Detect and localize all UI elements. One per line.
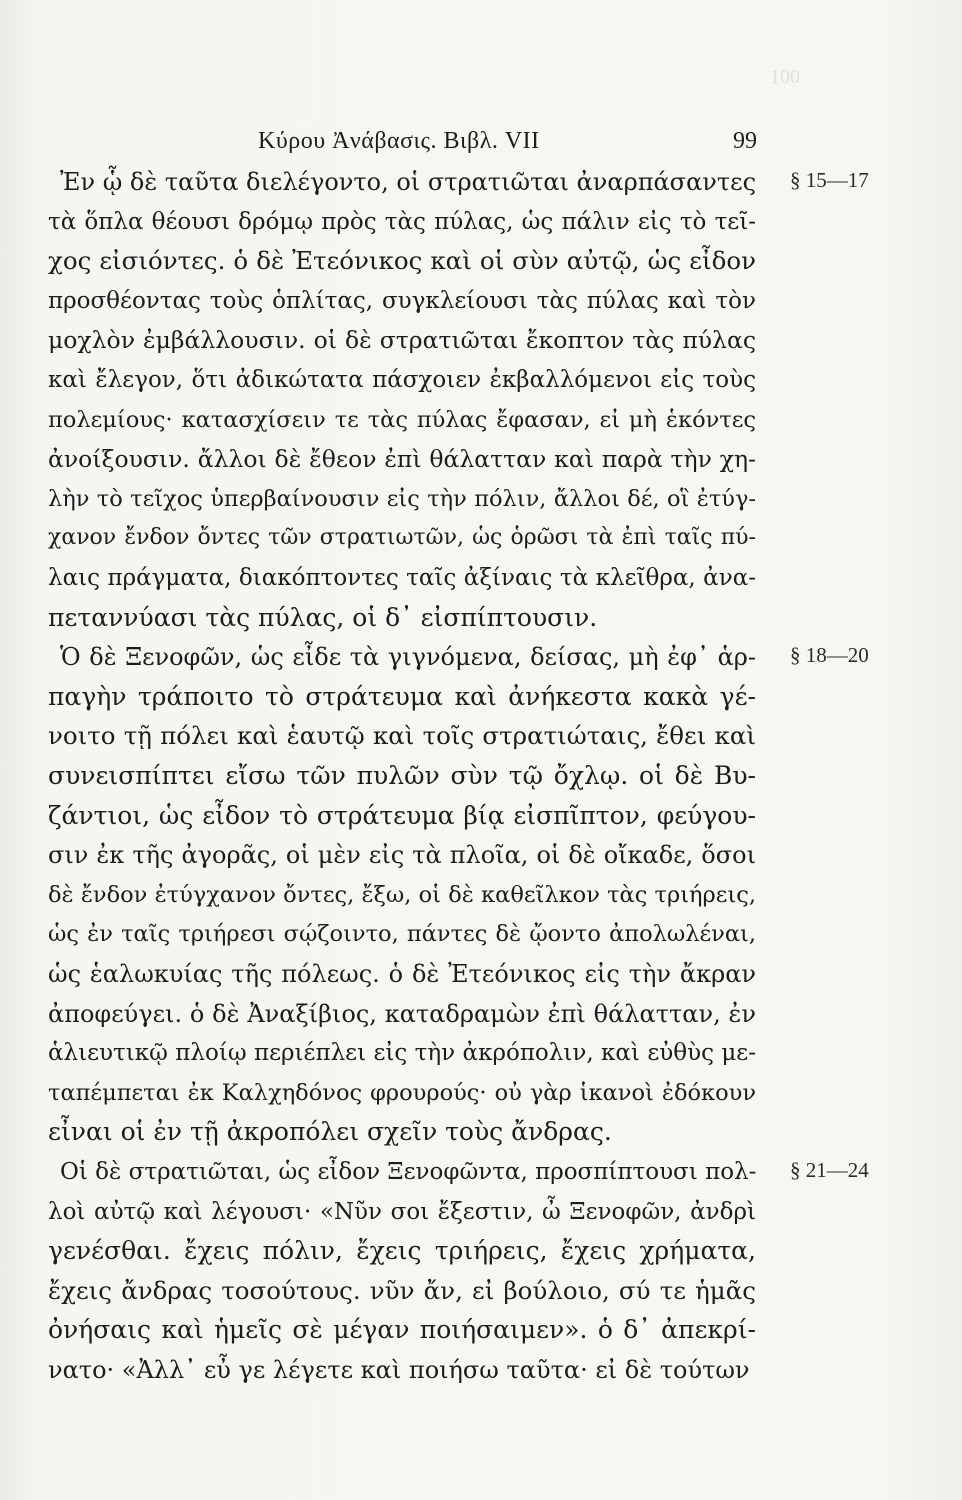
text-line: ταπέμπεται ἐκ Καλχηδόνος φρουρούς· οὐ γὰρ ἱκανοὶ ἐδόκουν (48, 1079, 756, 1106)
text-line: μοχλὸν ἐμβάλλουσιν. οἱ δὲ στρατιῶται ἔκοπτον τὰς πύλας (48, 326, 756, 355)
text-line: εἶναι οἱ ἐν τῇ ἀκροπόλει σχεῖν τοὺς ἄνδρας. (48, 1117, 612, 1147)
text-line: λὴν τὸ τεῖχος ὑπερβαίνουσιν εἰς τὴν πόλιν, ἄλλοι δέ, οἳ ἐτύγ- (48, 485, 756, 512)
text-line: Ὁ δὲ Ξενοφῶν, ὡς εἶδε τὰ γιγνόμενα, δείσας, μὴ ἐφ᾽ ἁρ- (60, 643, 756, 672)
section-margin-reference: § 21—24 (790, 1158, 869, 1182)
text-line: γενέσθαι. ἔχεις πόλιν, ἔχεις τριήρεις, ἔχεις χρήματα, (48, 1236, 756, 1266)
text-line: ἁλιευτικῷ πλοίῳ περιέπλει εἰς τὴν ἀκρόπολιν, καὶ εὐθὺς με- (48, 1040, 756, 1067)
text-line: τὰ ὅπλα θέουσι δρόμῳ πρὸς τὰς πύλας, ὡς πάλιν εἰς τὸ τεῖ- (48, 208, 756, 235)
text-line: Ἐν ᾧ δὲ ταῦτα διελέγοντο, οἱ στρατιῶται ἀναρπάσαντες (60, 168, 757, 196)
section-margin-reference: § 18—20 (790, 643, 869, 668)
text-line: ὀνήσαις καὶ ἡμεῖς σὲ μέγαν ποιήσαιμεν». ὁ δ᾽ ἀπεκρί- (48, 1315, 756, 1345)
text-line: λαις πράγματα, διακόπτοντες ταῖς ἀξίναις τὰ κλεῖθρα, ἀνα- (48, 565, 756, 591)
text-line: συνεισπίπτει εἴσω τῶν πυλῶν σὺν τῷ ὄχλῳ. οἱ δὲ Βυ- (48, 761, 756, 790)
text-line: προσθέοντας τοὺς ὁπλίτας, συγκλείουσι τὰς πύλας καὶ τὸν (48, 287, 756, 314)
text-line: νατο· «Ἀλλ᾽ εὖ γε λέγετε καὶ ποιήσω ταῦτα· εἰ δὲ τούτων (48, 1356, 750, 1384)
text-line: Οἱ δὲ στρατιῶται, ὡς εἶδον Ξενοφῶντα, προσπίπτουσι πολ- (60, 1159, 757, 1185)
section-margin-reference: § 15—17 (790, 168, 869, 192)
bleed-through-page-number: 100 (770, 66, 800, 88)
text-line: πολεμίους· κατασχίσειν τε τὰς πύλας ἔφασαν, εἰ μὴ ἑκόντες (48, 406, 756, 433)
text-line: ἀνοίξουσιν. ἄλλοι δὲ ἔθεον ἐπὶ θάλατταν καὶ παρὰ τὴν χη- (48, 445, 756, 474)
text-line: πεταννύασι τὰς πύλας, οἱ δ᾽ εἰσπίπτουσιν. (48, 602, 598, 632)
running-head: Κύρου Ἀνάβασις. Βιβλ. VII (258, 128, 540, 154)
page-number: 99 (733, 128, 757, 154)
text-line: ζάντιοι, ὡς εἶδον τὸ στράτευμα βίᾳ εἰσπῖπτον, φεύγου- (48, 800, 756, 830)
text-line: σιν ἐκ τῆς ἀγορᾶς, οἱ μὲν εἰς τὰ πλοῖα, οἱ δὲ οἴκαδε, ὅσοι (48, 841, 756, 870)
text-line: χος εἰσιόντες. ὁ δὲ Ἐτεόνικος καὶ οἱ σὺν αὐτῷ, ὡς εἶδον (48, 246, 756, 276)
text-line: ὡς ἐν ταῖς τριήρεσι σῴζοιντο, πάντες δὲ ᾤοντο ἀπολωλέναι, (48, 921, 756, 948)
text-line: δὲ ἔνδον ἐτύγχανον ὄντες, ἔξω, οἱ δὲ καθεῖλκον τὰς τριήρεις, (48, 881, 756, 908)
text-line: ὡς ἑαλωκυίας τῆς πόλεως. ὁ δὲ Ἐτεόνικος εἰς τὴν ἄκραν (48, 960, 756, 988)
text-line: χανον ἔνδον ὄντες τῶν στρατιωτῶν, ὡς ὁρῶσι τὰ ἐπὶ ταῖς πύ- (48, 525, 756, 551)
text-line: λοὶ αὐτῷ καὶ λέγουσι· «Νῦν σοι ἔξεστιν, ὦ Ξενοφῶν, ἀνδρὶ (48, 1198, 756, 1225)
text-line: ἀποφεύγει. ὁ δὲ Ἀναξίβιος, καταδραμὼν ἐπὶ θάλατταν, ἐν (48, 999, 756, 1028)
text-line: παγὴν τράποιτο τὸ στράτευμα καὶ ἀνήκεστα κακὰ γέ- (48, 681, 756, 711)
text-line: ἔχεις ἄνδρας τοσούτους. νῦν ἄν, εἰ βούλοιο, σύ τε ἡμᾶς (48, 1275, 756, 1305)
text-line: καὶ ἔλεγον, ὅτι ἀδικώτατα πάσχοιεν ἐκβαλλόμενοι εἰς τοὺς (48, 367, 756, 393)
text-line: νοιτο τῇ πόλει καὶ ἑαυτῷ καὶ τοῖς στρατιώταις, ἔθει καὶ (48, 721, 756, 751)
